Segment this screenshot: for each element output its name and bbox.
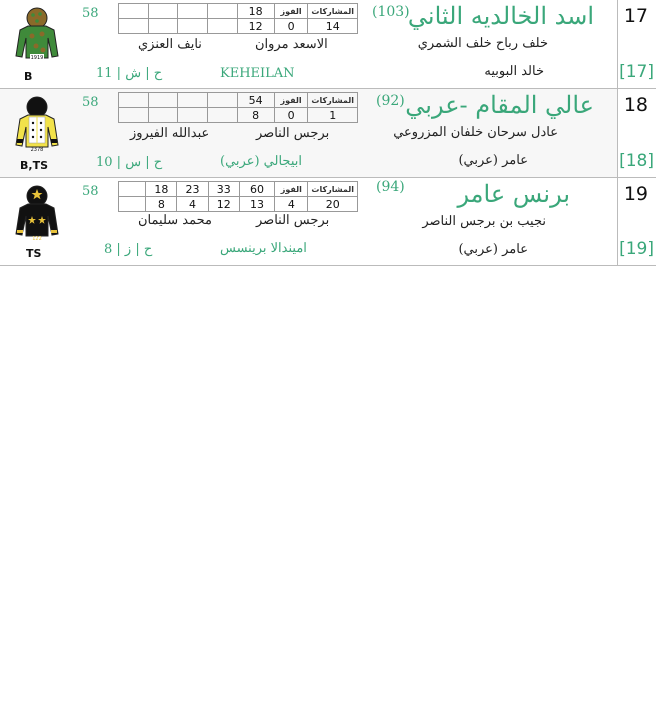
horse-name[interactable]: برنس عامر: [457, 180, 570, 208]
breeder: (عامر (عربي: [458, 153, 528, 168]
jockey-silk-icon: [14, 182, 60, 244]
race-number: 17: [623, 5, 648, 27]
owner: نجيب بن برجس الناصر: [422, 214, 546, 229]
breeder: خالد البوبيه: [484, 64, 544, 79]
form: ح | س | 10: [96, 155, 163, 170]
rating: (103): [372, 4, 410, 20]
sire: (ابيجالي (عربي: [220, 154, 302, 169]
equipment: TS: [26, 247, 42, 260]
entry-18: [0, 89, 656, 178]
stats-table: 18 23 33 60 الفوز المشاركات 8 4 12 13 4 20: [118, 181, 358, 212]
entry-19: [0, 178, 656, 266]
jockey: نايف العنزي: [138, 37, 202, 52]
horse-name[interactable]: اسد الخالديه الثاني: [407, 2, 594, 30]
trainer: برجس الناصر: [256, 126, 330, 141]
weight: 58: [82, 95, 99, 110]
svg-text:1919: 1919: [30, 55, 44, 61]
sire: KEHEILAN: [220, 66, 295, 81]
rating: (92): [376, 93, 405, 109]
owner: عادل سرحان خلفان المزروعي: [393, 125, 558, 140]
sire: اميندالا برينسس: [220, 241, 307, 256]
stats-table: 18 الفوز المشاركات 12 0 14: [118, 3, 358, 34]
equipment: B: [24, 70, 33, 83]
equipment: B,TS: [20, 159, 48, 172]
draw-number: [19]: [619, 239, 654, 259]
stats-table: 54 الفوز المشاركات 8 0 1: [118, 92, 358, 123]
trainer: الاسعد مروان: [255, 37, 328, 52]
horse-name[interactable]: عالي المقام -عربي: [405, 91, 594, 119]
rating: (94): [376, 179, 405, 195]
race-number: 19: [623, 183, 648, 205]
svg-text:122: 122: [32, 236, 42, 242]
weight: 58: [82, 184, 99, 199]
entry-17: [0, 0, 656, 89]
draw-number: [17]: [619, 62, 654, 82]
breeder: (عامر (عربي: [458, 242, 528, 257]
jockey: عبدالله الفيروز: [130, 126, 210, 141]
draw-number: [18]: [619, 151, 654, 171]
jockey: محمد سليمان: [138, 213, 212, 228]
owner: خلف رباح خلف الشمري: [417, 36, 548, 51]
form: ح | ش | 11: [96, 66, 163, 81]
weight: 58: [82, 6, 99, 21]
number-column: [617, 0, 656, 88]
svg-text:2378: 2378: [30, 147, 44, 153]
jockey-silk-icon: [14, 93, 60, 155]
number-column: [617, 89, 656, 177]
race-number: 18: [623, 94, 648, 116]
number-column: [617, 178, 656, 265]
form: ح | ز | 8: [104, 242, 153, 257]
trainer: برجس الناصر: [256, 213, 330, 228]
jockey-silk-icon: [14, 4, 60, 66]
